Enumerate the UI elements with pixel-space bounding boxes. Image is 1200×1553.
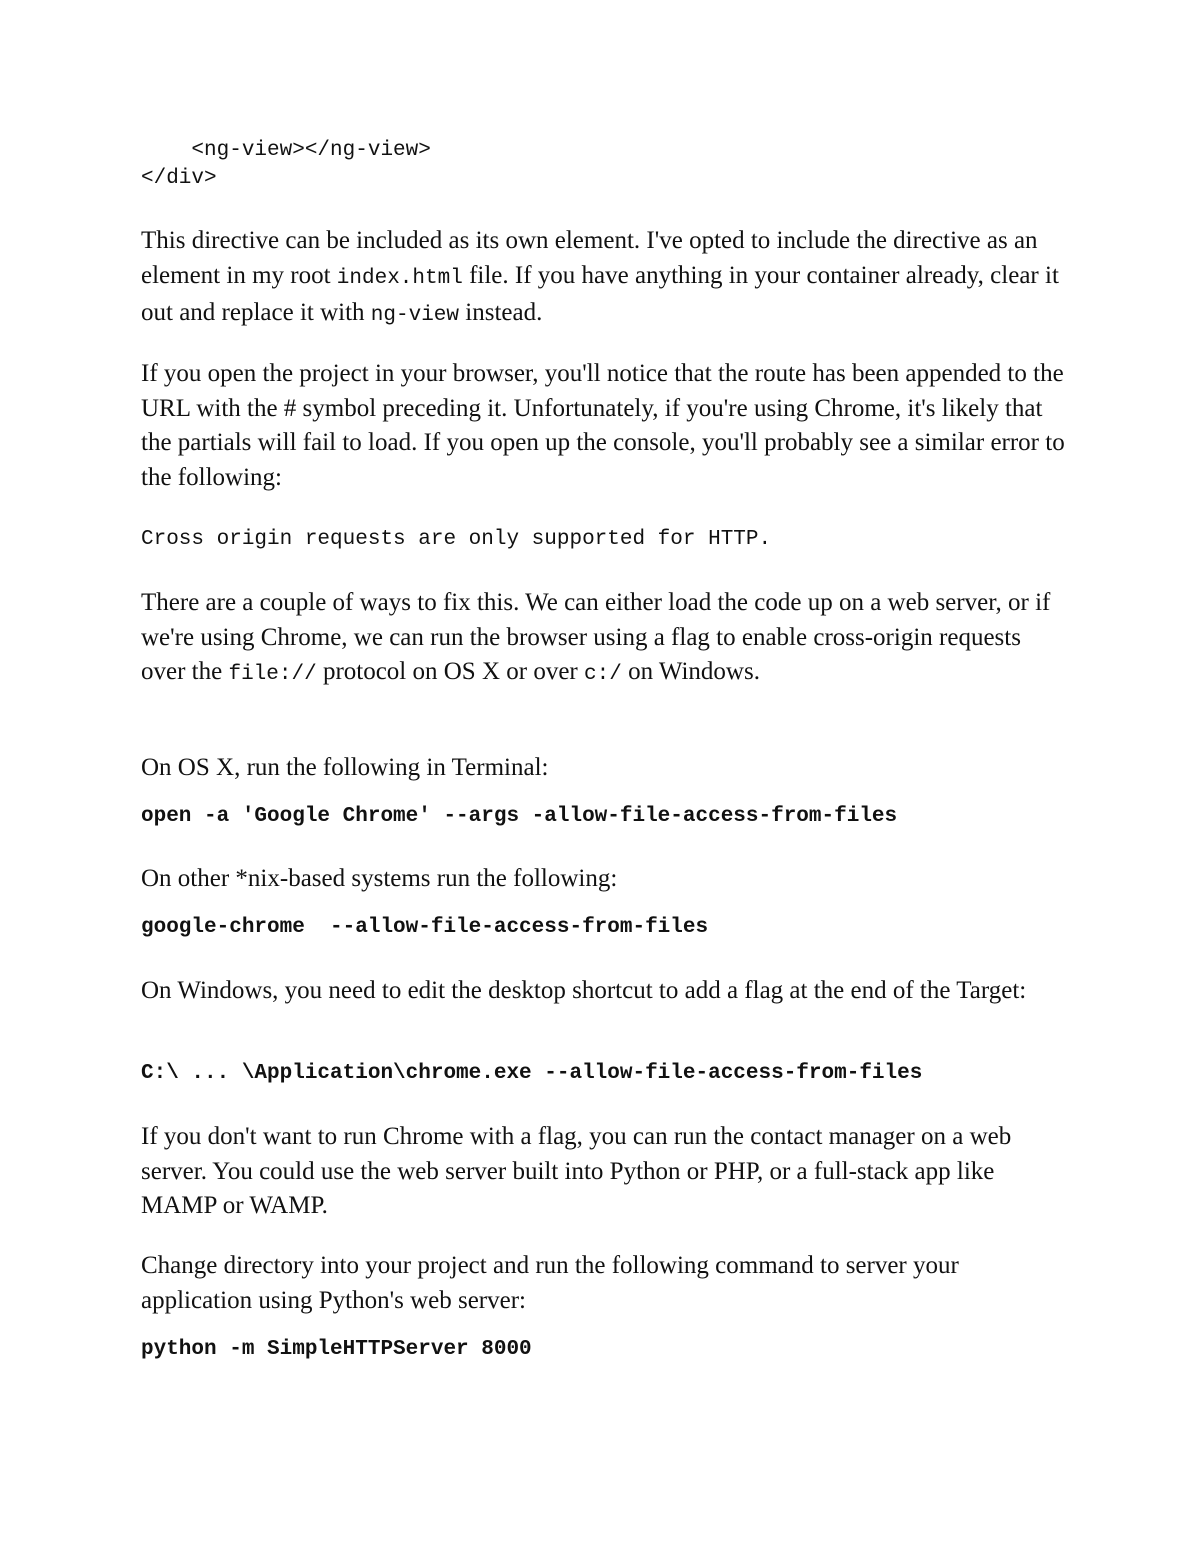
code-error-line: Cross origin requests are only supported for HTTP. [141, 528, 772, 551]
paragraph-directive-text-c: instead. [459, 299, 543, 326]
paragraph-browser-route: If you open the project in your browser, you'll notice that the route has been appended to the URL with the # symbol preceding it. Unfortunately, if you're using Chrome, it's likely that the partials will fail to load. If you open up the console, you'll probably see a similar error to the following: [141, 360, 1065, 491]
paragraph-directive-text-a: This directive can be included as its own element. I've opted to include the directive as an element in my root [141, 227, 1038, 289]
paragraph-directive [141, 224, 1071, 334]
paragraph-windows-heading: On Windows, you need to edit the desktop shortcut to add a flag at the end of the Target: [141, 977, 1027, 1004]
inline-code-file-protocol: file:// [228, 663, 317, 686]
paragraph-fix-text-b: protocol on OS X or over [316, 658, 585, 685]
code-python-command: python -m SimpleHTTPServer 8000 [141, 1338, 532, 1361]
paragraph-directive-text-b: file. If you have anything in your container already, clear it out and replace it with [141, 261, 1059, 326]
paragraph-fix-text-c: on Windows. [621, 658, 760, 685]
paragraph-nix-heading: On other *nix-based systems run the following: [141, 865, 618, 892]
inline-code-index-html: index.html [336, 266, 463, 290]
inline-code-c-drive: c:/ [584, 663, 622, 686]
code-nix-command: google-chrome --allow-file-access-from-files [141, 916, 709, 939]
paragraph-osx-heading: On OS X, run the following in Terminal: [141, 754, 549, 781]
paragraph-fix-text-a: There are a couple of ways to fix this. We can either load the code up on a web server, or if we're using Chrome, we can run the browser using a flag to enable cross-origin requests over the [141, 589, 1051, 685]
code-windows-command: C:\ ... \Application\chrome.exe --allow-file-access-from-files [141, 1062, 923, 1085]
code-ng-view-line: <ng-view></ng-view> [141, 139, 431, 162]
paragraph-web-server: If you don't want to run Chrome with a flag, you can run the contact manager on a web server. You could use the web server built into Python or PHP, or a full-stack app like MAMP or WAMP. [141, 1123, 1012, 1219]
code-osx-command: open -a 'Google Chrome' --args -allow-file-access-from-files [141, 805, 898, 828]
paragraph-fix-ways [141, 586, 1071, 693]
paragraph-python-server: Change directory into your project and run the following command to server your application using Python's web server: [141, 1252, 959, 1314]
inline-code-ng-view: ng-view [370, 304, 460, 327]
code-close-div-line: </div> [141, 167, 217, 190]
